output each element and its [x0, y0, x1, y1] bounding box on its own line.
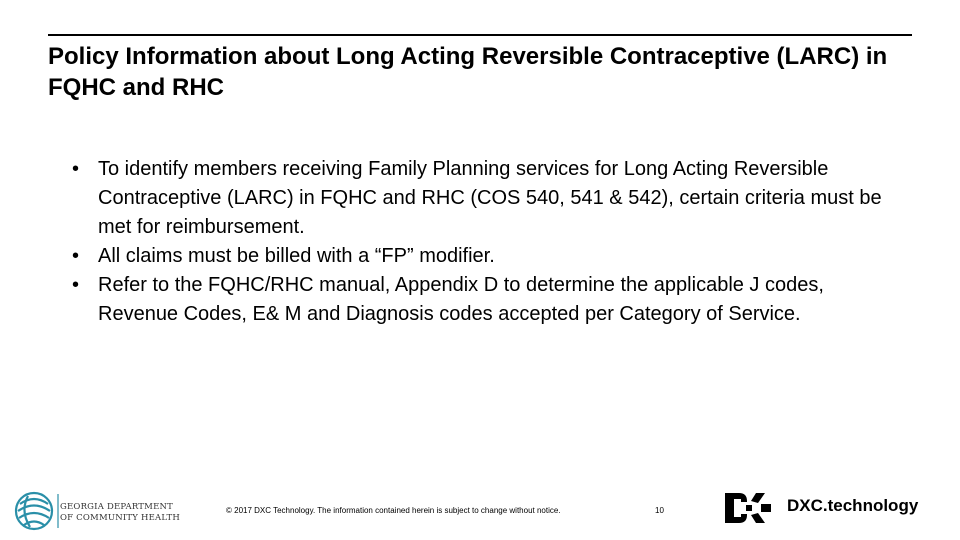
bullet-item	[72, 242, 892, 271]
dxc-logo-text: DXC.technology	[787, 496, 919, 515]
dxc-mark-icon	[725, 491, 773, 525]
bullet-text: Refer to the FQHC/RHC manual, Appendix D to determine the applicable J codes, Revenue Codes, E& M and Diagnosis codes accepted per Category of Service.	[98, 274, 824, 325]
copyright-notice: © 2017 DXC Technology. The information contained herein is subject to change without notice.	[226, 506, 561, 515]
bullet-text: All claims must be billed with a “FP” modifier.	[98, 245, 495, 267]
logo-line-1: GEORGIA DEPARTMENT	[60, 502, 173, 512]
bullet-marker: •	[72, 158, 80, 180]
bullet-item	[72, 155, 892, 242]
georgia-dch-logo-text	[60, 502, 180, 524]
bullet-marker: •	[72, 245, 80, 267]
bullet-text: To identify members receiving Family Planning services for Long Acting Reversible Contraceptive (LARC) in FQHC and RHC (COS 540, 541 & 542), certain criteria must be met for reimbursement.	[98, 158, 882, 238]
title-top-rule	[48, 34, 912, 36]
page-number: 10	[655, 506, 664, 515]
bullet-list	[72, 155, 892, 329]
bullet-marker: •	[72, 274, 80, 296]
slide-title: Policy Information about Long Acting Reversible Contraceptive (LARC) in FQHC and RHC	[48, 43, 888, 101]
bullet-item	[72, 271, 892, 329]
logo-line-2: OF COMMUNITY HEALTH	[60, 513, 180, 523]
